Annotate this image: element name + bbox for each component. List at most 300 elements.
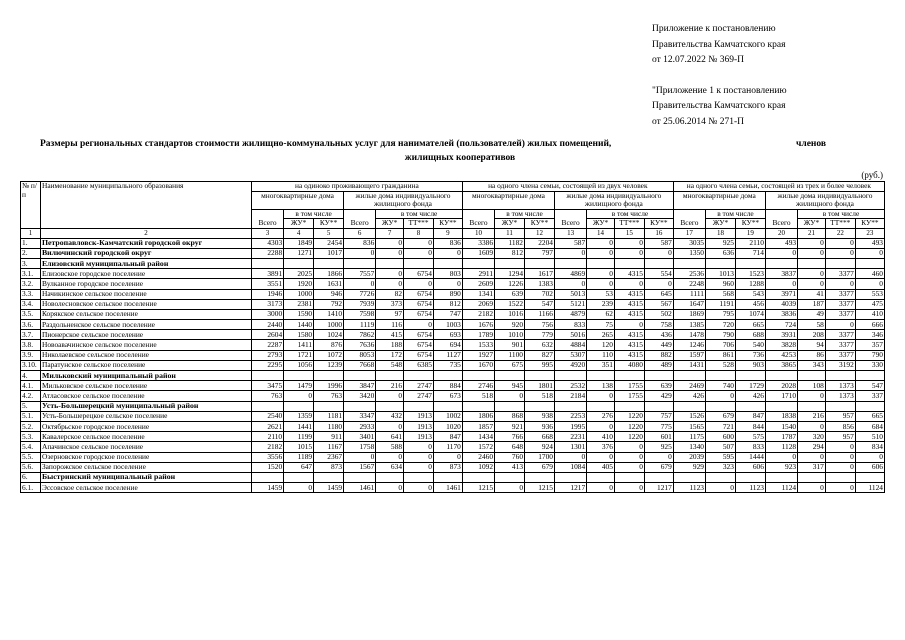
value-cell xyxy=(525,258,555,268)
value-cell xyxy=(798,258,826,268)
column-number: 22 xyxy=(825,228,855,238)
value-cell: 1127 xyxy=(433,350,462,360)
value-cell: 861 xyxy=(705,350,735,360)
value-cell: 1580 xyxy=(284,330,314,340)
value-cell xyxy=(825,472,855,482)
value-cell: 0 xyxy=(798,269,826,279)
value-cell: 0 xyxy=(433,279,462,289)
table-section-row xyxy=(21,472,885,482)
value-cell: 1913 xyxy=(404,411,434,421)
value-cell: 1721 xyxy=(284,350,314,360)
value-cell: 758 xyxy=(644,320,673,330)
value-cell: 4315 xyxy=(614,309,644,319)
value-cell: 0 xyxy=(587,391,615,401)
value-cell: 0 xyxy=(344,279,376,289)
value-cell: 763 xyxy=(314,391,344,401)
value-cell: 2532 xyxy=(554,381,586,391)
value-cell: 4869 xyxy=(554,269,586,279)
value-cell: 1869 xyxy=(673,309,705,319)
value-cell: 0 xyxy=(376,452,404,462)
value-cell: 1084 xyxy=(554,462,586,472)
value-cell: 7598 xyxy=(344,309,376,319)
value-cell: 1359 xyxy=(284,411,314,421)
municipality-name: Атласовское сельское поселение xyxy=(40,391,251,401)
value-cell: 688 xyxy=(735,330,765,340)
row-number: 3.4. xyxy=(21,299,41,309)
value-cell: 510 xyxy=(855,432,884,442)
header-including: в том числе xyxy=(587,209,674,219)
header-ku: КУ** xyxy=(525,219,555,229)
value-cell: 1676 xyxy=(462,320,494,330)
table-row xyxy=(21,309,885,319)
header-ku: КУ** xyxy=(433,219,462,229)
value-cell: 702 xyxy=(525,289,555,299)
value-cell: 0 xyxy=(376,483,404,493)
value-cell: 1617 xyxy=(525,269,555,279)
value-cell: 7726 xyxy=(344,289,376,299)
value-cell: 1189 xyxy=(284,452,314,462)
header-total: Всего xyxy=(673,209,705,228)
value-cell: 0 xyxy=(644,248,673,258)
row-number: 6. xyxy=(21,472,41,482)
value-cell xyxy=(614,371,644,381)
value-cell: 1271 xyxy=(284,248,314,258)
table-row xyxy=(21,289,885,299)
value-cell xyxy=(404,472,434,482)
value-cell: 679 xyxy=(644,462,673,472)
value-cell xyxy=(344,258,376,268)
column-number: 9 xyxy=(433,228,462,238)
value-cell: 756 xyxy=(525,320,555,330)
value-cell: 4315 xyxy=(614,350,644,360)
value-cell: 1128 xyxy=(765,442,797,452)
value-cell: 357 xyxy=(855,340,884,350)
row-number: 4. xyxy=(21,371,41,381)
value-cell: 4315 xyxy=(614,269,644,279)
value-cell: 1434 xyxy=(462,432,494,442)
value-cell: 0 xyxy=(344,248,376,258)
value-cell: 803 xyxy=(433,269,462,279)
municipality-name: Октябрьское городское поселение xyxy=(40,421,251,431)
row-number: 5.1. xyxy=(21,411,41,421)
value-cell: 1520 xyxy=(251,462,283,472)
value-cell: 553 xyxy=(855,289,884,299)
value-cell: 668 xyxy=(525,432,555,442)
value-cell: 1002 xyxy=(433,411,462,421)
value-cell: 1410 xyxy=(314,309,344,319)
header-three: на одного члена семьи, состоящей из трех и более человек xyxy=(673,182,884,192)
value-cell: 320 xyxy=(798,432,826,442)
value-cell xyxy=(705,371,735,381)
value-cell xyxy=(495,258,525,268)
value-cell: 0 xyxy=(614,279,644,289)
value-cell: 187 xyxy=(798,299,826,309)
value-cell: 1787 xyxy=(765,432,797,442)
value-cell: 82 xyxy=(376,289,404,299)
value-cell: 1220 xyxy=(614,432,644,442)
header-houses: жилые дома индивидуального жилищного фонда xyxy=(765,191,884,209)
value-cell: 1191 xyxy=(705,299,735,309)
value-cell: 946 xyxy=(314,289,344,299)
value-cell: 1239 xyxy=(314,360,344,370)
value-cell: 4884 xyxy=(554,340,586,350)
value-cell: 1441 xyxy=(284,421,314,431)
value-cell: 7862 xyxy=(344,330,376,340)
value-cell: 0 xyxy=(344,452,376,462)
value-cell: 757 xyxy=(644,411,673,421)
value-cell xyxy=(433,472,462,482)
municipality-name: Новолесновское сельское поселение xyxy=(40,299,251,309)
value-cell: 3931 xyxy=(765,330,797,340)
value-cell: 1180 xyxy=(314,421,344,431)
value-cell: 0 xyxy=(825,483,855,493)
value-cell: 639 xyxy=(495,289,525,299)
value-cell: 1220 xyxy=(614,411,644,421)
value-cell: 554 xyxy=(644,269,673,279)
value-cell: 138 xyxy=(587,381,615,391)
value-cell: 456 xyxy=(735,299,765,309)
column-number: 2 xyxy=(40,228,251,238)
value-cell xyxy=(462,258,494,268)
value-cell: 0 xyxy=(798,248,826,258)
value-cell: 6754 xyxy=(404,350,434,360)
header-total: Всего xyxy=(554,209,586,228)
value-cell: 0 xyxy=(376,248,404,258)
value-cell: 665 xyxy=(855,411,884,421)
value-cell: 2536 xyxy=(673,269,705,279)
value-cell xyxy=(855,258,884,268)
value-cell: 2182 xyxy=(251,442,283,452)
value-cell: 346 xyxy=(855,330,884,340)
value-cell: 265 xyxy=(587,330,615,340)
table-row xyxy=(21,299,885,309)
value-cell: 844 xyxy=(735,421,765,431)
value-cell: 0 xyxy=(765,452,797,462)
value-cell xyxy=(284,258,314,268)
value-cell: 405 xyxy=(587,462,615,472)
value-cell: 1167 xyxy=(314,442,344,452)
value-cell: 507 xyxy=(705,442,735,452)
row-number: 1. xyxy=(21,238,41,248)
value-cell: 426 xyxy=(673,391,705,401)
value-cell: 0 xyxy=(798,421,826,431)
row-number: 6.1. xyxy=(21,483,41,493)
table-body xyxy=(21,238,885,493)
value-cell: 911 xyxy=(314,432,344,442)
title-line-2: жилищных кооперативов xyxy=(404,153,516,163)
value-cell: 1590 xyxy=(284,309,314,319)
value-cell: 1341 xyxy=(462,289,494,299)
appendix-line: Приложение к постановлению xyxy=(652,24,776,34)
table-row xyxy=(21,320,885,330)
value-cell: 294 xyxy=(798,442,826,452)
table-row xyxy=(21,432,885,442)
value-cell: 0 xyxy=(404,442,434,452)
value-cell: 1866 xyxy=(314,269,344,279)
value-cell: 94 xyxy=(798,340,826,350)
value-cell: 2933 xyxy=(344,421,376,431)
value-cell: 1801 xyxy=(525,381,555,391)
column-numbers-row xyxy=(21,228,885,238)
row-number: 3.1. xyxy=(21,269,41,279)
value-cell: 1074 xyxy=(735,309,765,319)
value-cell: 75 xyxy=(587,320,615,330)
row-number: 3.3. xyxy=(21,289,41,299)
value-cell: 3837 xyxy=(765,269,797,279)
column-number: 18 xyxy=(705,228,735,238)
value-cell: 1092 xyxy=(462,462,494,472)
value-cell: 0 xyxy=(798,279,826,289)
value-cell: 2184 xyxy=(554,391,586,401)
value-cell: 2911 xyxy=(462,269,494,279)
value-cell: 3377 xyxy=(825,299,855,309)
municipality-name: Вилючинский городской округ xyxy=(40,248,251,258)
value-cell: 1017 xyxy=(314,248,344,258)
value-cell: 0 xyxy=(614,452,644,462)
value-cell: 790 xyxy=(705,330,735,340)
value-cell: 923 xyxy=(765,462,797,472)
value-cell: 960 xyxy=(705,279,735,289)
municipality-name: Корякское сельское поселение xyxy=(40,309,251,319)
value-cell: 0 xyxy=(614,320,644,330)
value-cell xyxy=(798,401,826,411)
value-cell: 1411 xyxy=(284,340,314,350)
header-including: в том числе xyxy=(376,209,463,219)
value-cell: 449 xyxy=(644,340,673,350)
value-cell: 1670 xyxy=(462,360,494,370)
value-cell xyxy=(855,371,884,381)
value-cell xyxy=(798,371,826,381)
value-cell xyxy=(314,258,344,268)
value-cell: 665 xyxy=(735,320,765,330)
value-cell: 1523 xyxy=(735,269,765,279)
table-row xyxy=(21,411,885,421)
value-cell: 4303 xyxy=(251,238,283,248)
value-cell xyxy=(554,258,586,268)
value-cell: 2110 xyxy=(251,432,283,442)
value-cell: 1003 xyxy=(433,320,462,330)
column-number: 3 xyxy=(251,228,283,238)
value-cell: 1217 xyxy=(644,483,673,493)
value-cell: 8053 xyxy=(344,350,376,360)
value-cell: 120 xyxy=(587,340,615,350)
header-ku: КУ** xyxy=(314,219,344,229)
value-cell: 721 xyxy=(705,421,735,431)
value-cell xyxy=(673,258,705,268)
value-cell: 0 xyxy=(404,320,434,330)
value-cell: 595 xyxy=(705,452,735,462)
value-cell: 3551 xyxy=(251,279,283,289)
value-cell: 4879 xyxy=(554,309,586,319)
column-number: 23 xyxy=(855,228,884,238)
appendix-note xyxy=(652,22,787,130)
value-cell: 1072 xyxy=(314,350,344,360)
value-cell: 7636 xyxy=(344,340,376,350)
value-cell xyxy=(765,258,797,268)
value-cell: 4315 xyxy=(614,299,644,309)
municipality-name: Николаевское сельское поселение xyxy=(40,350,251,360)
value-cell: 0 xyxy=(825,462,855,472)
value-cell xyxy=(825,401,855,411)
value-cell xyxy=(554,472,586,482)
value-cell: 1565 xyxy=(673,421,705,431)
value-cell xyxy=(705,401,735,411)
value-cell: 1459 xyxy=(251,483,283,493)
value-cell: 1597 xyxy=(673,350,705,360)
value-cell: 0 xyxy=(825,442,855,452)
row-number: 3.8. xyxy=(21,340,41,350)
value-cell xyxy=(344,401,376,411)
value-cell: 188 xyxy=(376,340,404,350)
value-cell: 0 xyxy=(587,452,615,462)
column-number: 21 xyxy=(798,228,826,238)
table-section-row xyxy=(21,371,885,381)
value-cell: 3401 xyxy=(344,432,376,442)
value-cell xyxy=(705,472,735,482)
value-cell: 724 xyxy=(765,320,797,330)
municipality-name: Вулканное городское поселение xyxy=(40,279,251,289)
value-cell: 606 xyxy=(855,462,884,472)
value-cell: 0 xyxy=(855,279,884,289)
value-cell: 1385 xyxy=(673,320,705,330)
municipality-name: Раздольненское сельское поселение xyxy=(40,320,251,330)
value-cell xyxy=(525,371,555,381)
value-cell: 2295 xyxy=(251,360,283,370)
value-cell: 0 xyxy=(404,462,434,472)
value-cell: 2231 xyxy=(554,432,586,442)
value-cell xyxy=(433,258,462,268)
column-number: 12 xyxy=(525,228,555,238)
value-cell: 116 xyxy=(376,320,404,330)
column-number: 20 xyxy=(765,228,797,238)
value-cell: 1220 xyxy=(614,421,644,431)
value-cell: 3386 xyxy=(462,238,494,248)
table-row xyxy=(21,442,885,452)
value-cell xyxy=(433,401,462,411)
municipality-name: Мильковский муниципальный район xyxy=(40,371,251,381)
value-cell: 3847 xyxy=(344,381,376,391)
value-cell: 2460 xyxy=(462,452,494,462)
value-cell: 1729 xyxy=(735,381,765,391)
value-cell: 766 xyxy=(495,432,525,442)
value-cell: 86 xyxy=(798,350,826,360)
value-cell xyxy=(673,371,705,381)
value-cell: 518 xyxy=(525,391,555,401)
value-cell: 0 xyxy=(376,279,404,289)
municipality-name: Мильковское сельское поселение xyxy=(40,381,251,391)
value-cell: 1013 xyxy=(705,269,735,279)
value-cell: 3420 xyxy=(344,391,376,401)
value-cell: 2454 xyxy=(314,238,344,248)
value-cell: 6754 xyxy=(404,269,434,279)
value-cell: 606 xyxy=(735,462,765,472)
value-cell xyxy=(705,258,735,268)
value-cell: 587 xyxy=(554,238,586,248)
value-cell xyxy=(404,401,434,411)
value-cell: 1015 xyxy=(284,442,314,452)
value-cell: 0 xyxy=(554,248,586,258)
value-cell: 3891 xyxy=(251,269,283,279)
value-cell: 639 xyxy=(644,381,673,391)
header-two: на одного члена семьи, состоящей из двух человек xyxy=(462,182,673,192)
table-row xyxy=(21,381,885,391)
column-number: 10 xyxy=(462,228,494,238)
value-cell: 834 xyxy=(855,442,884,452)
municipality-name: Апачинское сельское поселение xyxy=(40,442,251,452)
header-zhu: ЖУ* xyxy=(705,219,735,229)
value-cell: 239 xyxy=(587,299,615,309)
value-cell: 648 xyxy=(495,442,525,452)
header-ku: КУ** xyxy=(735,219,765,229)
value-cell: 1124 xyxy=(765,483,797,493)
value-cell xyxy=(765,472,797,482)
municipality-name: Усть-Большерецкое сельское поселение xyxy=(40,411,251,421)
value-cell: 3377 xyxy=(825,289,855,299)
table-row xyxy=(21,279,885,289)
value-cell: 925 xyxy=(644,442,673,452)
value-cell: 1199 xyxy=(284,432,314,442)
column-number: 15 xyxy=(614,228,644,238)
value-cell: 3192 xyxy=(825,360,855,370)
header-including: в том числе xyxy=(284,209,344,219)
value-cell: 0 xyxy=(587,269,615,279)
header-ku: КУ** xyxy=(644,219,673,229)
value-cell xyxy=(735,472,765,482)
value-cell: 0 xyxy=(705,391,735,401)
value-cell: 547 xyxy=(525,299,555,309)
value-cell xyxy=(765,401,797,411)
value-cell: 0 xyxy=(433,248,462,258)
header-apartments: многоквартирные дома xyxy=(673,191,765,209)
value-cell: 489 xyxy=(644,360,673,370)
value-cell: 6754 xyxy=(404,330,434,340)
value-cell: 714 xyxy=(735,248,765,258)
table-row xyxy=(21,462,885,472)
value-cell: 4920 xyxy=(554,360,586,370)
value-cell xyxy=(735,371,765,381)
value-cell: 1217 xyxy=(554,483,586,493)
table-section-row xyxy=(21,238,885,248)
value-cell: 921 xyxy=(495,421,525,431)
row-number: 3.10. xyxy=(21,360,41,370)
value-cell: 0 xyxy=(855,452,884,462)
value-cell: 600 xyxy=(705,432,735,442)
value-cell: 882 xyxy=(644,350,673,360)
value-cell xyxy=(587,371,615,381)
value-cell: 0 xyxy=(825,248,855,258)
value-cell: 5013 xyxy=(554,289,586,299)
value-cell: 0 xyxy=(825,279,855,289)
value-cell: 4253 xyxy=(765,350,797,360)
table-section-row xyxy=(21,248,885,258)
header-zhu: ЖУ* xyxy=(284,219,314,229)
value-cell: 1995 xyxy=(554,421,586,431)
value-cell: 1340 xyxy=(673,442,705,452)
value-cell: 632 xyxy=(525,340,555,350)
value-cell: 216 xyxy=(376,381,404,391)
value-cell xyxy=(855,401,884,411)
value-cell: 58 xyxy=(798,320,826,330)
value-cell: 0 xyxy=(798,238,826,248)
value-cell: 6754 xyxy=(404,309,434,319)
value-cell: 1700 xyxy=(525,452,555,462)
value-cell xyxy=(376,258,404,268)
table-row xyxy=(21,330,885,340)
value-cell xyxy=(495,472,525,482)
value-cell: 0 xyxy=(765,248,797,258)
value-cell: 1056 xyxy=(284,360,314,370)
value-cell: 901 xyxy=(495,340,525,350)
